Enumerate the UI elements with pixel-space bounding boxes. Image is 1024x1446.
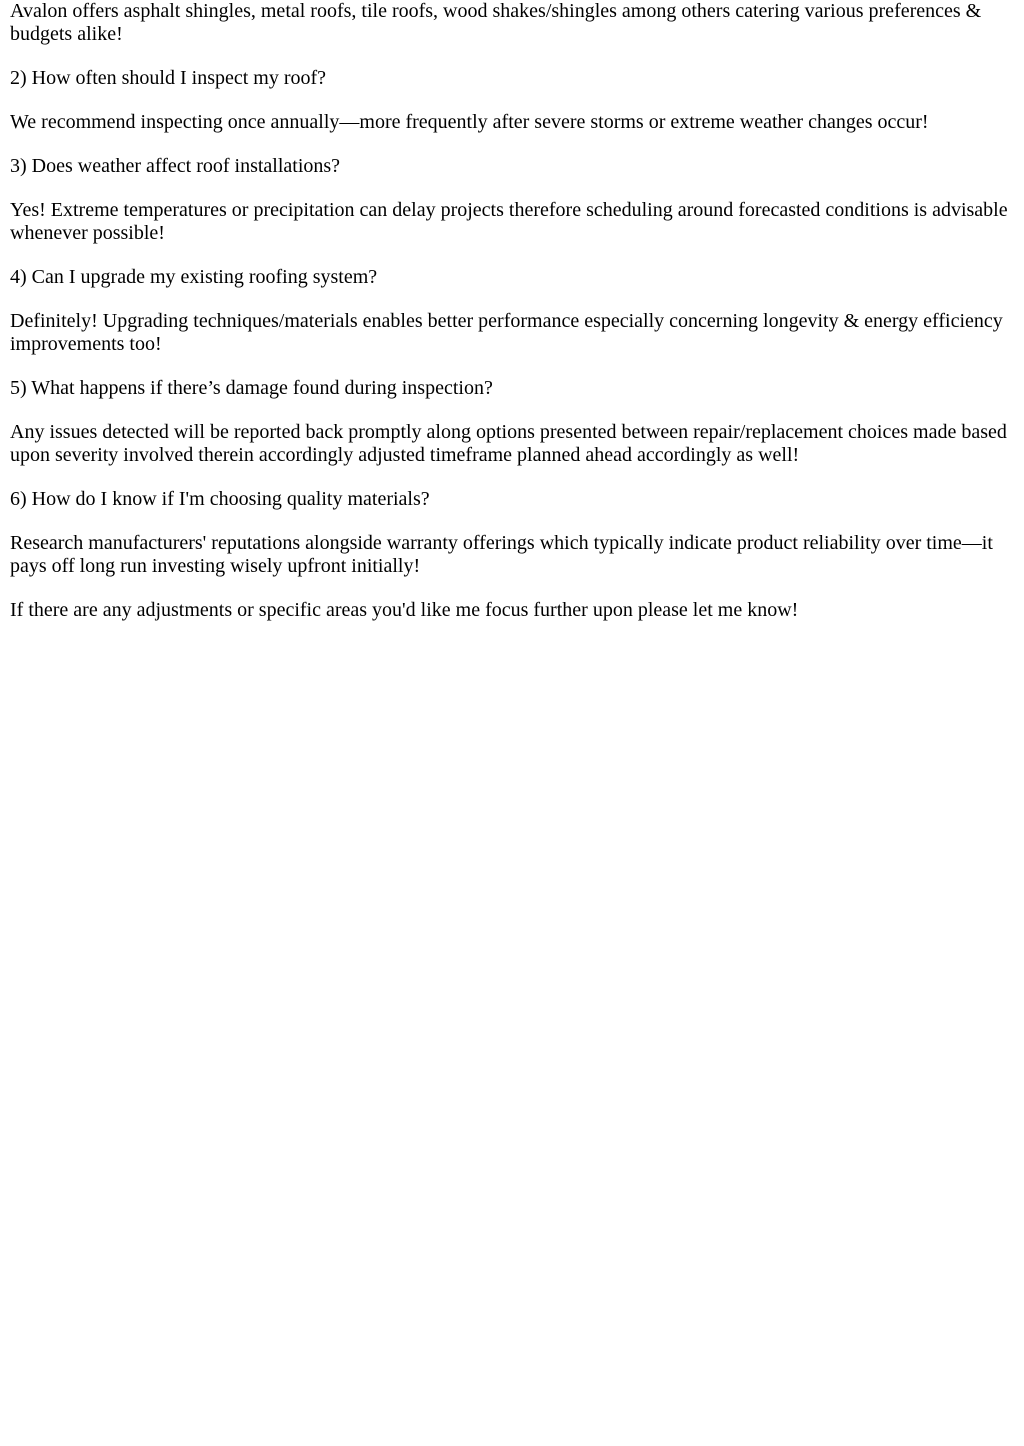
faq-answer-2: We recommend inspecting once annually—more frequently after severe storms or extreme weather changes occur!: [10, 111, 929, 133]
faq-answer-4: Definitely! Upgrading techniques/materials enables better performance especially concerning longevity & energy efficiency improvements too!: [10, 310, 1003, 355]
faq-question-3: 3) Does weather affect roof installations?: [10, 155, 341, 177]
document-body: [10, 0, 1014, 622]
faq-question-4: 4) Can I upgrade my existing roofing system?: [10, 266, 378, 288]
faq-answer-3: Yes! Extreme temperatures or precipitation can delay projects therefore scheduling around forecasted conditions is advisable whenever possible!: [10, 199, 1008, 244]
intro-answer: Avalon offers asphalt shingles, metal roofs, tile roofs, wood shakes/shingles among others catering various preferences & budgets alike!: [10, 0, 982, 45]
faq-question-5: 5) What happens if there’s damage found during inspection?: [10, 377, 493, 399]
faq-question-2: 2) How often should I inspect my roof?: [10, 67, 327, 89]
faq-answer-5: Any issues detected will be reported back promptly along options presented between repair/replacement choices made based upon severity involved therein accordingly adjusted timeframe planned ahead accordingly as well!: [10, 421, 1007, 466]
faq-answer-6: Research manufacturers' reputations alongside warranty offerings which typically indicate product reliability over time—it pays off long run investing wisely upfront initially!: [10, 532, 993, 577]
faq-question-6: 6) How do I know if I'm choosing quality materials?: [10, 488, 430, 510]
closing-note: If there are any adjustments or specific areas you'd like me focus further upon please let me know!: [10, 599, 799, 621]
